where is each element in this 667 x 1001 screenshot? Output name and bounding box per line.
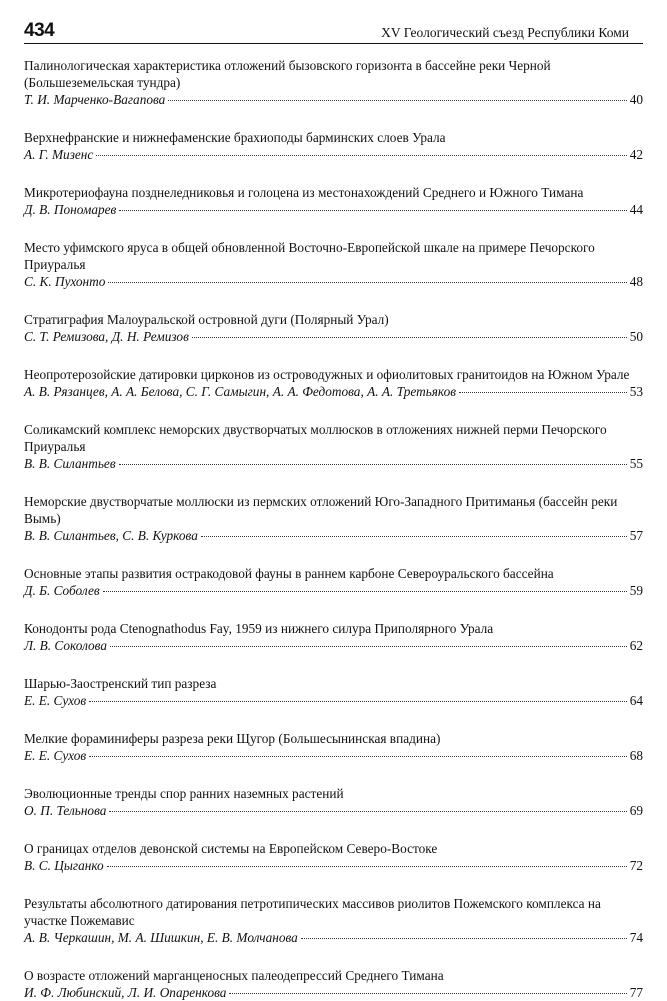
toc-entry — [24, 421, 643, 472]
entry-authors-line — [24, 582, 643, 599]
dot-leader — [89, 756, 627, 757]
dot-leader — [229, 993, 626, 994]
entry-page-number: 69 — [629, 803, 643, 818]
entry-authors: Д. В. Пономарев — [24, 202, 117, 217]
entry-authors: В. В. Силантьев — [24, 456, 116, 471]
entry-authors: Л. В. Соколова — [24, 638, 108, 653]
dot-leader — [201, 536, 627, 537]
entry-title: Неморские двустворчатые моллюски из пермских отложений Юго-Западного Притиманья (бассейн реки Вымь) — [24, 494, 618, 526]
toc-entry — [24, 620, 643, 654]
header-divider — [24, 43, 643, 44]
entry-authors: А. В. Черкашин, М. А. Шишкин, Е. В. Молчанова — [24, 930, 298, 945]
toc-entry — [24, 493, 643, 544]
entry-title: Неопротерозойские датировки цирконов из островодужных и офиолитовых гранитоидов на Южном Урале — [24, 367, 630, 382]
entry-page-number: 64 — [629, 693, 643, 708]
dot-leader — [168, 100, 626, 101]
entry-page-number: 48 — [629, 274, 643, 289]
entry-page-number: 74 — [629, 930, 643, 945]
dot-leader — [109, 811, 626, 812]
dot-leader — [110, 646, 627, 647]
toc-entry — [24, 129, 643, 163]
entry-authors: Т. И. Марченко-Вагапова — [24, 92, 166, 107]
entry-authors-line — [24, 984, 643, 1001]
toc-entry — [24, 675, 643, 709]
entry-page-number: 77 — [629, 985, 643, 1000]
entry-title: Основные этапы развития остракодовой фауны в раннем карбоне Североуральского бассейна — [24, 566, 554, 581]
entry-page-number: 59 — [629, 583, 643, 598]
entry-authors-line — [24, 637, 643, 654]
entry-page-number: 68 — [629, 748, 643, 763]
page-number: 434 — [24, 20, 55, 41]
toc-entry — [24, 895, 643, 946]
entry-authors-line — [24, 146, 643, 163]
entry-page-number: 44 — [629, 202, 643, 217]
entry-title: Конодонты рода Ctenognathodus Fay, 1959 из нижнего силура Приполярного Урала — [24, 621, 494, 636]
toc-entry — [24, 730, 643, 764]
entry-authors: В. С. Цыганко — [24, 858, 104, 873]
entry-authors: В. В. Силантьев, С. В. Куркова — [24, 528, 198, 543]
dot-leader — [108, 282, 626, 283]
dot-leader — [89, 701, 627, 702]
entry-authors-line — [24, 802, 643, 819]
page-header — [24, 20, 643, 44]
table-of-contents — [24, 57, 643, 1001]
entry-page-number: 55 — [629, 456, 643, 471]
entry-title: Микротериофауна позднеледниковья и голоцена из местонахождений Среднего и Южного Тимана — [24, 185, 584, 200]
entry-page-number: 53 — [629, 384, 643, 399]
entry-authors: Д. Б. Соболев — [24, 583, 100, 598]
entry-page-number: 40 — [629, 92, 643, 107]
entry-page-number: 50 — [629, 329, 643, 344]
entry-title: Результаты абсолютного датирования петротипических массивов риолитов Пожемского комплекса на участке Пожемавис — [24, 896, 601, 928]
toc-entry — [24, 239, 643, 290]
dot-leader — [192, 337, 627, 338]
entry-title: О границах отделов девонской системы на Европейском Северо-Востоке — [24, 841, 438, 856]
entry-title: Мелкие фораминиферы разреза реки Щугор (Большесынинская впадина) — [24, 731, 441, 746]
entry-page-number: 42 — [629, 147, 643, 162]
toc-entry — [24, 184, 643, 218]
toc-entry — [24, 840, 643, 874]
entry-title: Эволюционные тренды спор ранних наземных растений — [24, 786, 344, 801]
entry-authors-line — [24, 328, 643, 345]
entry-title: О возрасте отложений марганценосных палеодепрессий Среднего Тимана — [24, 968, 444, 983]
entry-authors-line — [24, 692, 643, 709]
toc-entry — [24, 57, 643, 108]
entry-authors: С. Т. Ремизова, Д. Н. Ремизов — [24, 329, 189, 344]
entry-authors: Е. Е. Сухов — [24, 748, 87, 763]
entry-title: Шарью-Заостренский тип разреза — [24, 676, 217, 691]
entry-title: Палинологическая характеристика отложений бызовского горизонта в бассейне реки Черной (Большеземельская тундра) — [24, 58, 551, 90]
entry-page-number: 72 — [629, 858, 643, 873]
entry-title: Стратиграфия Малоуральской островной дуги (Полярный Урал) — [24, 312, 389, 327]
entry-title: Верхнефранские и нижнефаменские брахиоподы барминских слоев Урала — [24, 130, 446, 145]
dot-leader — [301, 938, 627, 939]
entry-authors: А. В. Рязанцев, А. А. Белова, С. Г. Самыгин, А. А. Федотова, А. А. Третьяков — [24, 384, 457, 399]
dot-leader — [119, 464, 627, 465]
dot-leader — [96, 155, 626, 156]
entry-authors-line — [24, 929, 643, 946]
toc-entry — [24, 785, 643, 819]
entry-authors-line — [24, 273, 643, 290]
entry-authors-line — [24, 857, 643, 874]
dot-leader — [103, 591, 627, 592]
entry-authors: А. Г. Мизенс — [24, 147, 94, 162]
entry-authors: Е. Е. Сухов — [24, 693, 87, 708]
entry-authors: И. Ф. Любинский, Л. И. Опаренкова — [24, 985, 227, 1000]
entry-authors-line — [24, 91, 643, 108]
entry-authors: С. К. Пухонто — [24, 274, 106, 289]
entry-authors-line — [24, 747, 643, 764]
dot-leader — [119, 210, 626, 211]
entry-authors-line — [24, 201, 643, 218]
entry-authors-line — [24, 383, 643, 400]
entry-page-number: 57 — [629, 528, 643, 543]
toc-entry — [24, 967, 643, 1001]
toc-entry — [24, 366, 643, 400]
entry-title: Соликамский комплекс неморских двустворчатых моллюсков в отложениях нижней перми Печорского Приуралья — [24, 422, 607, 454]
dot-leader — [107, 866, 627, 867]
toc-entry — [24, 565, 643, 599]
dot-leader — [459, 392, 627, 393]
entry-authors-line — [24, 455, 643, 472]
entry-authors-line — [24, 527, 643, 544]
entry-authors: О. П. Тельнова — [24, 803, 107, 818]
running-title: XV Геологический съезд Республики Коми — [381, 25, 629, 40]
toc-entry — [24, 311, 643, 345]
entry-page-number: 62 — [629, 638, 643, 653]
entry-title: Место уфимского яруса в общей обновленной Восточно-Европейской шкале на примере Печорского Приуралья — [24, 240, 595, 272]
